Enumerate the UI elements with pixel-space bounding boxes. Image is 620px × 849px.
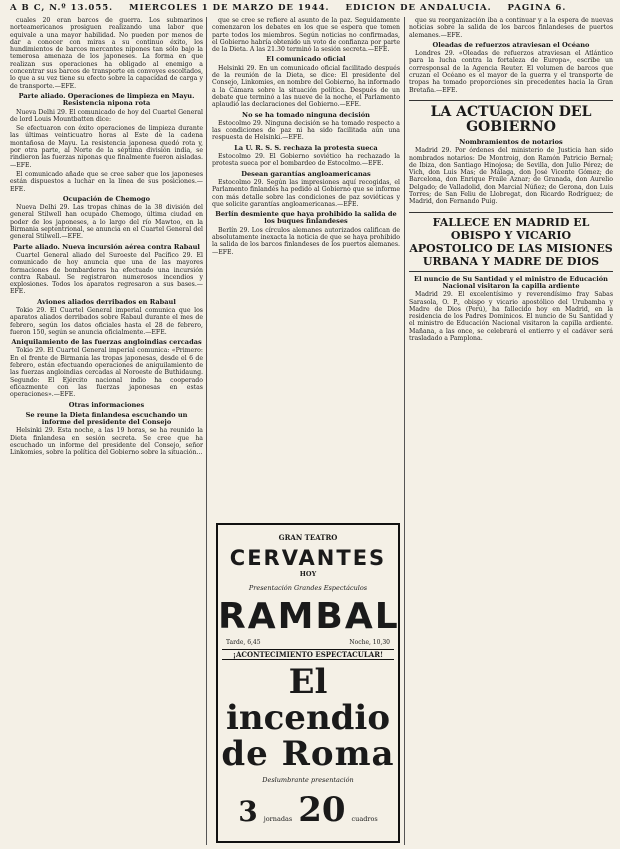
article-text: Londres 29. «Oleadas de refuerzos atraviesan el Atlántico para la lucha contra la fortaleza de Europa», escribe un corresponsal de la Agencia Reuter. El volumen de barcos que cruzan el Océano es el mayor de la guerra y el transporte de tropas ha tomado proporciones sin precedentes hacia la Gran Bretaña.—EFE.: [409, 50, 613, 94]
article-text: Nueva Delhi 29. El comunicado de hoy del Cuartel General de lord Louis Mountbatten dice:: [10, 108, 203, 123]
ad-today: HOY: [299, 570, 317, 578]
article-text: Estocolmo 29. El Gobierno soviético ha rechazado la protesta sueca por el bombardeo de Estocolmo.—EFE.: [212, 153, 400, 168]
ad-cuadros-label: cuadros: [351, 815, 378, 823]
article-text: Estocolmo 29. Según las impresiones aquí recogidas, el Parlamento finlandés ha pedido al Gobierno que se informe con más detalle sobre las condiciones de paz soviéticas y que solicite garantías angloamericanas.—EFE.: [212, 178, 400, 208]
ad-jornadas-label: jornadas: [263, 815, 293, 823]
article-text: Tokio 29. El Cuartel General imperial comunica: «Primero: En el frente de Birmania las tropas japonesas, desde el 6 de febrero, están efectuando operaciones de aniquilamiento de las fuerzas angloindias cercadas al Noroeste de Buthidaung. Segundo: El Ejército nacional indio ha cooperado eficazmente con las fuerzas japonesas en estas operaciones».—EFE.: [10, 347, 203, 399]
ad-showtimes: [218, 637, 398, 648]
column-rule: [404, 17, 405, 845]
subheading: Desean garantías angloamericanas: [241, 169, 371, 178]
subheading: No se ha tomado ninguna decisión: [242, 110, 370, 119]
subheading: Otras informaciones: [68, 400, 145, 409]
ad-show-title-1: El incendio: [225, 662, 391, 738]
column-1: [10, 17, 203, 847]
column-3: [409, 17, 613, 847]
ad-tagline: Deslumbrante presentación: [262, 776, 354, 784]
subheading: Parte aliado. Nueva incursión aérea contra Rabaul: [13, 242, 200, 251]
article-text: Madrid 29. El excelentísimo y reverendísimo fray Sabas Sarasola, O. P., obispo y vicario apostólico del Urubamba y Madre de Dios (Perú), ha fallecido hoy en Madrid, en la residencia de los Padres Dominicos. El nuncio de Su Santidad y el ministro de Educación Nacional visitaron la capilla ardiente. Mañana, a las once, se celebrará el entierro y el cadáver será trasladado a Pamplona.: [409, 291, 613, 343]
subheading: Berlín desmiente que haya prohibido la salida de los buques finlandeses: [215, 210, 397, 226]
subheading: Aniquilamiento de las fuerzas angloindias cercadas: [11, 338, 202, 347]
ad-show-structure: [218, 790, 398, 830]
subheading: El nuncio de Su Santidad y el ministro de Educación Nacional visitaron la capilla ardiente: [414, 274, 608, 290]
ad-theater-name: CERVANTES: [229, 546, 387, 570]
article-text: El comunicado añade que se cree saber que los japoneses están dispuestos a luchar en la línea de sus posiciones.—EFE.: [10, 170, 203, 193]
ad-presentation: Presentación Grandes Espectáculos: [248, 584, 368, 592]
article-text: Estocolmo 29. Ninguna decisión se ha tomado respecto a las condiciones de paz ni ha sido facilitada aún una respuesta de Helsinki.—EFE.: [212, 119, 400, 142]
article-text: que se cree se refiere al asunto de la paz. Seguidamente comenzaron los debates en los que se espera que tomen parte todos los miembros. Según noticias no confirmadas, el Gobierno habría obtenido un voto de confianza por parte de la Dieta. A las 21.30 terminó la sesión secreta.—EFE.: [212, 17, 400, 54]
subheading: La U. R. S. S. rechaza la protesta sueca: [234, 143, 378, 152]
theater-advertisement: [216, 523, 400, 843]
paper-number: A B C, N.º 13.055.: [10, 3, 114, 13]
article-text: Madrid 29. Por órdenes del ministerio de Justicia han sido nombrados notarios: De Montroig, don Ramón Patricio Bernal; de Ibiza, don Santiago Hinojosa; de Sevilla, don Julio Pérez; de Vich, don Luis Mas; de Málaga, don José Vicente Gómez; de Barcelona, don Enrique Fraile Aznar; de Granada, don Aurelio Delgado; de Valladolid, don Marcial Núñez; de Gerona, don Luis Torres; de San Feliu de Llobregat, don Ricardo Rodríguez; de Madrid, don Fernando Puig.: [409, 147, 613, 206]
ad-afternoon-time: Tarde, 6,45: [226, 639, 261, 646]
subheading: Aviones aliados derribados en Rabaul: [37, 297, 176, 306]
edition: EDICION DE ANDALUCIA.: [345, 3, 492, 13]
article-text: Helsinki 29. En un comunicado oficial facilitado después de la reunión de la Dieta, se dice: El presidente del Consejo, Linkomies, en nombre del Gobierno, ha informado a la Cámara sobre la situación política. Después de un debate que terminó a las nueve de la noche, el Parlamento aplaudió las declaraciones del Gobierno.—EFE.: [212, 64, 400, 109]
article-text: Tokio 29. El Cuartel General imperial comunica que los aparatos aliados derribados sobre Rabaul durante el mes de febrero, según los datos oficiales hasta el 28 de febrero, fueron 150, según se anuncia oficialmente.—EFE.: [10, 306, 203, 336]
subheading: Nombramientos de notarios: [459, 137, 563, 146]
ad-night-time: Noche, 10,30: [349, 639, 390, 646]
section-headline: LA ACTUACION DEL GOBIERNO: [409, 100, 613, 135]
article-text: que su reorganización iba a continuar y a la espera de nuevas noticias sobre la salida de los barcos finlandeses de puertos alemanes.—EFE.: [409, 17, 613, 39]
subheading: Oleadas de refuerzos atraviesan el Océano: [432, 40, 590, 49]
section-headline: FALLECE EN MADRID EL OBISPO Y VICARIO APOSTOLICO DE LAS MISIONES URBANA Y MADRE DE DIOS: [409, 212, 613, 272]
ad-cuadros-count: 20: [298, 790, 346, 830]
subheading: El comunicado oficial: [266, 55, 346, 64]
article-text: Cuartel General aliado del Suroeste del Pacífico 29. El comunicado de hoy anuncia que una de las mayores formaciones de bombarderos ha efectuado una incursión contra Rabaul. Se registraron numerosos incendios y explosiones. Todos los aparatos regresaron a sus bases.—EFE.: [10, 251, 203, 296]
subheading: Parte aliado. Operaciones de limpieza en Mayu. Resistencia nipona rota: [18, 91, 195, 108]
article-text: Berlín 29. Los círculos alemanes autorizados califican de absolutamente inexacta la noticia de que se haya prohibido la salida de los barcos finlandeses de los puertos alemanes.—EFE.: [212, 226, 400, 256]
column-rule: [206, 17, 207, 845]
subheading: Se reune la Dieta finlandesa escuchando un informe del presidente del Consejo: [25, 410, 188, 427]
ad-show-title-2: de Roma: [221, 734, 395, 774]
subheading: Ocupación de Chemogo: [62, 194, 151, 203]
ad-venue-label: GRAN TEATRO: [278, 533, 338, 542]
page-header: [10, 3, 610, 15]
ad-jornadas-count: 3: [238, 795, 258, 828]
ad-company-name: RAMBAL: [218, 596, 400, 637]
article-text: Se efectuaron con éxito operaciones de limpieza durante las últimas veinticuatro horas al Este de la cadena montañosa de Mayu. La resistencia japonesa quedó rota y, por otra parte, al Norte de la séptima división india, se rindieron las fuerzas niponas que finalmente fueron aisladas.—EFE.: [10, 125, 203, 169]
page-number: PAGINA 6.: [507, 3, 567, 13]
issue-date: MIERCOLES 1 DE MARZO DE 1944.: [129, 3, 330, 13]
article-text: cuales 20 eran barcos de guerra. Los submarinos norteamericanos prosiguen realizando una labor que equivale a una mayor habilidad. No pueden por menos de dar a conocer con miras a su continuo éxito, los hundimientos de barcos mercantes nipones tan sólo bajo la temerosa amenaza de los japoneses. La forma en que realizan sus operaciones ha obligado al enemigo a concentrar sus barcos de transporte en convoyes escoltados, lo que a su vez tiene su efecto sobre la capacidad de carga y de transporte.—EFE.: [10, 17, 203, 90]
article-text: Helsinki 29. Esta noche, a las 19 horas, se ha reunido la Dieta finlandesa en sesión secreta. Se cree que ha escuchado un informe del presidente del Consejo, señor Linkomies, sobre la política del Gobierno sobre la situación...: [10, 427, 203, 457]
ad-event-banner: ¡ACONTECIMIENTO ESPECTACULAR!: [222, 649, 394, 660]
article-text: Nueva Delhi 29. Las tropas chinas de la 38 división del general Stilwell han ocupado Chemogo, última ciudad en poder de los japoneses, a lo largo del río Mawtoo, en la Birmania septentrional, se anuncia en el Cuartel General del general Stilwell.—EFE.: [10, 204, 203, 241]
